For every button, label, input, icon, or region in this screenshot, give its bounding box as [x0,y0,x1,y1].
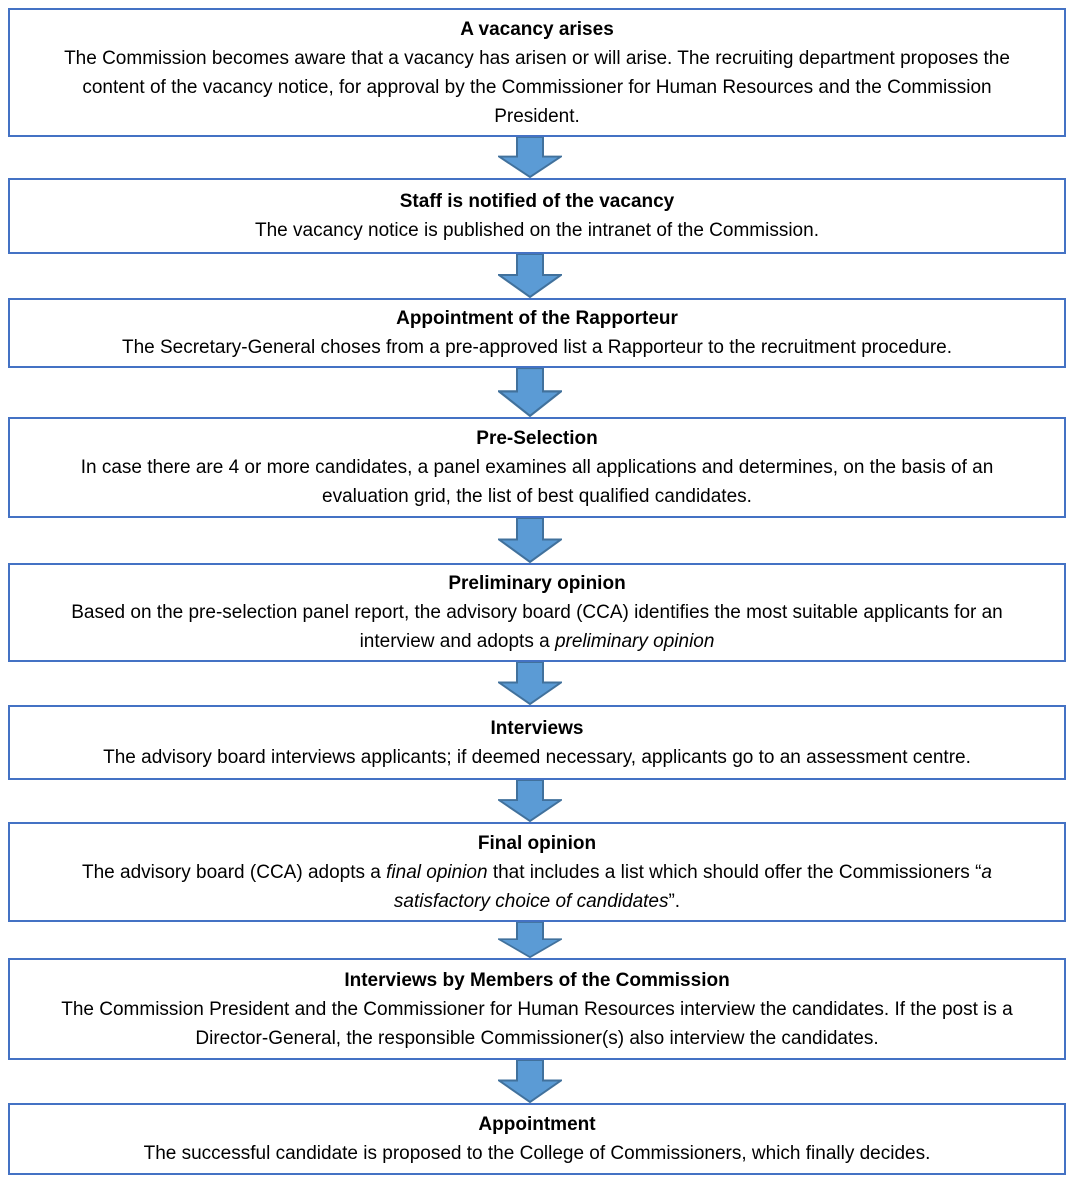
step-body [136,1139,939,1168]
step-body [36,995,1038,1053]
flow-step-interviews [8,705,1066,780]
flow-step-final-opinion [8,822,1066,922]
down-arrow-icon [498,254,562,298]
step-body-text: The advisory board (CCA) adopts a [81,861,387,883]
step-body-italic: preliminary opinion [554,631,715,652]
down-arrow-icon [498,662,562,705]
step-body-text: The advisory board interviews applicants; if deemed necessary, applicants go to an assessment centre. [103,746,971,768]
flow-step-rapporteur-appointment [8,298,1066,368]
flow-step-appointment [8,1103,1066,1175]
flow-step-vacancy-arises [8,8,1066,137]
step-body-text: In case there are 4 or more candidates, a panel examines all applications and determines, on the basis of an evaluation grid, the list of best qualified candidates. [80,457,994,507]
step-body [95,743,979,772]
step-title: Appointment of the Rapporteur [396,308,678,329]
step-body [247,216,827,245]
down-arrow-icon [498,518,562,563]
step-body [36,453,1038,511]
step-body [36,44,1038,131]
flow-step-staff-notified [8,178,1066,254]
step-body-text: that includes a list which should offer the Commissioners “ [487,861,982,883]
flow-step-preliminary-opinion [8,563,1066,662]
step-body-italic: a satisfactory choice of candidates [393,861,992,912]
down-arrow-icon [498,922,562,958]
step-body-text: The Commission becomes aware that a vacancy has arisen or will arise. The recruiting department proposes the content of the vacancy notice, for approval by the Commissioner for Human Resources and the Commission President. [64,47,1010,127]
flow-arrow-1 [498,137,562,178]
step-title: Appointment [478,1114,596,1135]
flow-arrow-7 [498,922,562,958]
flow-arrow-2 [498,254,562,298]
step-body-text: Based on the pre-selection panel report, the advisory board (CCA) identifies the most suitable applicants for an interview and adopts a [71,602,1003,652]
down-arrow-icon [498,780,562,822]
step-body-text: The vacancy notice is published on the intranet of the Commission. [255,220,819,241]
step-title: Interviews by Members of the Commission [344,969,730,991]
step-body-text: The Commission President and the Commissioner for Human Resources interview the candidates. If the post is a Director-General, the responsible Commissioner(s) also interview the candidates. [61,998,1013,1049]
step-title: Pre-Selection [476,428,598,449]
step-body-text: The Secretary-General choses from a pre-approved list a Rapporteur to the recruitment procedure. [121,337,953,358]
flow-step-pre-selection [8,417,1066,518]
flow-arrow-3 [498,368,562,417]
step-body-italic: final opinion [386,861,488,883]
step-body-text: The successful candidate is proposed to the College of Commissioners, which finally decides. [143,1143,931,1164]
flow-step-commission-interviews [8,958,1066,1060]
step-title: Interviews [490,717,584,739]
step-body [36,598,1038,656]
down-arrow-icon [498,137,562,178]
step-body [36,858,1038,916]
step-title: Final opinion [477,832,597,854]
flow-arrow-6 [498,780,562,822]
step-body [114,333,960,362]
step-body-text: ”. [668,890,681,912]
flow-arrow-5 [498,662,562,705]
step-title: Staff is notified of the vacancy [399,191,675,212]
down-arrow-icon [498,368,562,417]
flow-arrow-8 [498,1060,562,1103]
flow-arrow-4 [498,518,562,563]
step-title: A vacancy arises [460,18,614,40]
down-arrow-icon [498,1060,562,1103]
step-title: Preliminary opinion [448,573,626,594]
